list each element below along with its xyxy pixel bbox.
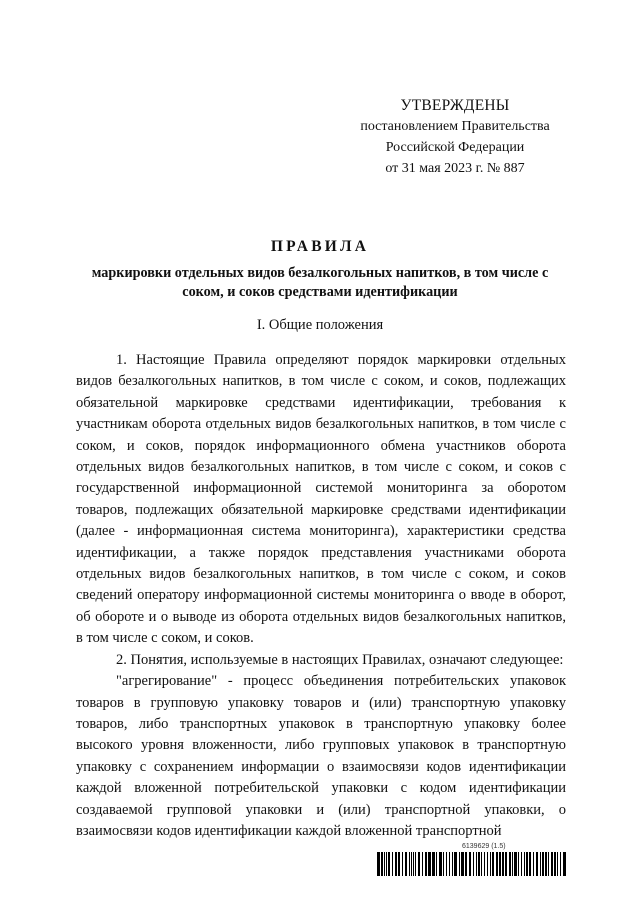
barcode <box>377 852 567 876</box>
approval-title: УТВЕРЖДЕНЫ <box>400 97 510 114</box>
paragraph-2: 2. Понятия, используемые в настоящих Правилах, означают следующее: <box>116 651 564 668</box>
paragraph-1: 1. Настоящие Правила определяют порядок маркировки отдельных видов безалкогольных напитков, в том числе с соком, и соков, подлежащих обязательной маркировке средствами идентификации, требования к участникам оборота отдельных видов безалкогольных напитков, в том числе с соком, и соков, порядок информационного обмена участников оборота отдельных видов безалкогольных напитков, в том числе с соком, и соков с государственной информационной системой мониторинга за оборотом товаров, подлежащих обязательной маркировке средствами идентификации (далее - информационная система мониторинга), характеристики средства идентификации, а также порядок представления участниками оборота отдельных видов безалкогольных напитков, в том числе с соком, и соков сведений оператору информационной системы мониторинга о вводе в оборот, об обороте и о выводе из оборота отдельных видов безалкогольных напитков, в том числе с соком, и соков. <box>76 352 566 647</box>
section-heading: I. Общие положения <box>256 317 384 333</box>
document-body <box>76 350 566 842</box>
approval-country: Российской Федерации <box>385 140 525 155</box>
approval-authority: постановлением Правительства <box>360 119 550 134</box>
paragraph-3: "агрегирование" - процесс объединения потребительских упаковок товаров в групповую упаковку товаров и (или) транспортную упаковку товаров, либо транспортных упаковок в транспортную упаковку более высокого уровня вложенности, либо групповых упаковок в транспортную упаковку с сохранением информации о взаимосвязи кодов идентификации каждой вложенной потребительской упаковки с кодом идентификации создаваемой групповой упаковки и (или) транспортной упаковки, о взаимосвязи кодов идентификации каждой вложенной транспортной <box>76 673 566 839</box>
approval-block <box>340 95 570 179</box>
document-reference-number: 6139629 (1.5) <box>462 843 506 850</box>
approval-date-number: от 31 мая 2023 г. № 887 <box>385 161 525 176</box>
document-title: ПРАВИЛА <box>270 238 370 255</box>
document-subtitle: маркировки отдельных видов безалкогольных напитков, в том числе с соком, и соков средствами идентификации <box>91 265 549 300</box>
